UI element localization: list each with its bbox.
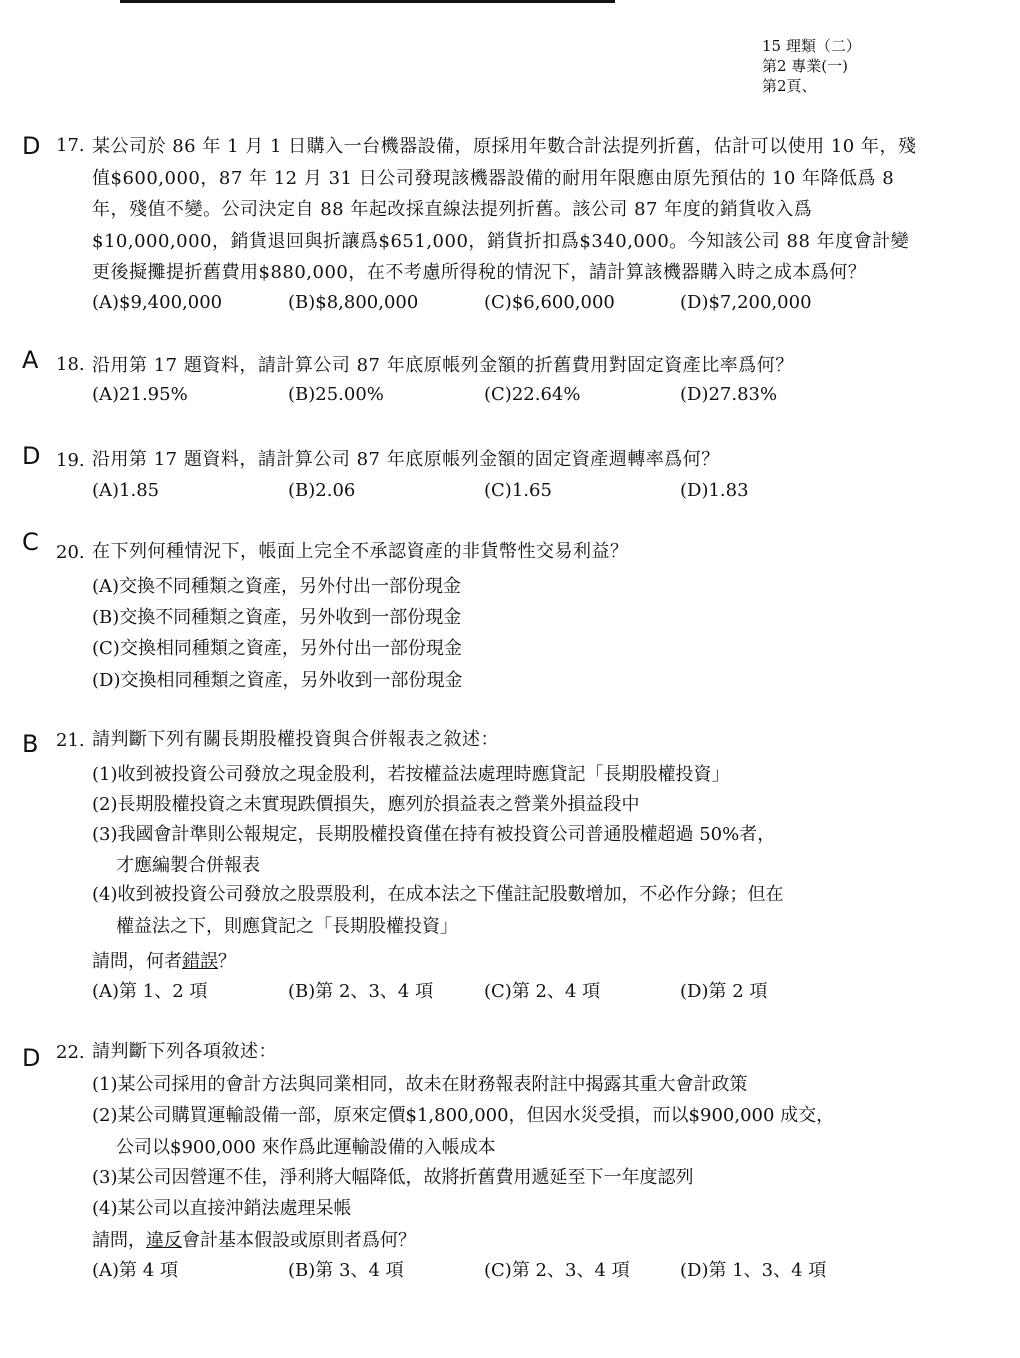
option-a: (A)$9,400,000 (92, 292, 223, 313)
question-number: 17. (56, 135, 85, 156)
statement-line: (3)我國會計準則公報規定，長期股權投資僅在持有被投資公司普通股權超過 50%者， (92, 824, 776, 845)
handwritten-answer: B (22, 730, 39, 758)
option-d: (D)27.83% (680, 384, 778, 405)
question-stem: 沿用第 17 題資料，請計算公司 87 年底原帳列金額的折舊費用對固定資產比率爲何？ (92, 355, 794, 376)
ask-suffix: 會計基本假設或原則者爲何？ (182, 1230, 416, 1251)
choice-line: (A)交換不同種類之資產，另外付出一部份現金 (92, 576, 462, 597)
handwritten-answer: A (22, 346, 39, 374)
ask-prefix: 請問，何者 (92, 951, 182, 972)
option-c: (C)第 2、4 項 (484, 981, 601, 1002)
page-header (762, 36, 912, 96)
option-a: (A)21.95% (92, 384, 188, 405)
option-c: (C)22.64% (484, 384, 581, 405)
option-b: (B)第 2、3、4 項 (288, 981, 434, 1002)
question-stem: 請判斷下列各項敘述： (92, 1041, 277, 1062)
ask-prefix: 請問， (92, 1230, 146, 1251)
option-d: (D)1.83 (680, 480, 749, 501)
choice-line: (D)交換相同種類之資產，另外收到一部份現金 (92, 670, 463, 691)
statement-line: 公司以$900,000 來作爲此運輸設備的入帳成本 (116, 1137, 496, 1158)
handwritten-answer: D (22, 442, 41, 470)
option-d: (D)$7,200,000 (680, 292, 812, 313)
option-b: (B)$8,800,000 (288, 292, 419, 313)
question-number: 19. (56, 450, 85, 471)
question-stem: 某公司於 86 年 1 月 1 日購入一台機器設備，原採用年數合計法提列折舊，估計可以使用 10 年，殘值$600,000，87 年 12 月 31 日公司發現該機器設備的耐用年限應由原先預估的 10 年降低爲 8 年，殘值不變。公司決定自 88 年起改採直線法提列折舊。該公司 87 年度的銷貨收入爲$10,000,000，銷貨退回與折讓爲$651,000，銷貨折扣爲$340,000。今知該公司 88 年度會計變更後擬攤提折舊費用$880,000，在不考慮所得稅的情況下，請計算該機器購入時之成本爲何？ (92, 136, 917, 283)
statement-line: (4)某公司以直接沖銷法處理呆帳 (92, 1198, 352, 1219)
option-c: (C)第 2、3、4 項 (484, 1260, 630, 1281)
ask-suffix: ？ (218, 951, 236, 972)
question-number: 18. (56, 354, 85, 375)
option-d: (D)第 1、3、4 項 (680, 1260, 827, 1281)
top-rule (120, 0, 615, 3)
question-ask (92, 1226, 416, 1252)
ask-emphasis: 違反 (146, 1230, 182, 1251)
question-stem: 請判斷下列有關長期股權投資與合併報表之敘述： (92, 729, 499, 750)
question-ask (92, 947, 236, 973)
question-number: 22. (56, 1042, 85, 1063)
option-c: (C)1.65 (484, 480, 552, 501)
header-line-2: 第2 專業(一) (762, 57, 849, 75)
choice-line: (B)交換不同種類之資產，另外收到一部份現金 (92, 607, 462, 628)
option-b: (B)25.00% (288, 384, 384, 405)
handwritten-answer: D (22, 132, 41, 160)
question-number: 21. (56, 730, 85, 751)
statement-line: 才應編製合併報表 (116, 855, 260, 876)
statement-line: (2)長期股權投資之未實現跌價損失，應列於損益表之營業外損益段中 (92, 794, 640, 815)
header-line-3: 第2頁、 (762, 77, 817, 95)
statement-line: (4)收到被投資公司發放之股票股利，在成本法之下僅註記股數增加，不必作分錄；但在 (92, 884, 784, 905)
option-a: (A)第 1、2 項 (92, 981, 208, 1002)
option-b: (B)2.06 (288, 480, 356, 501)
option-c: (C)$6,600,000 (484, 292, 615, 313)
statement-line: 權益法之下，則應貸記之「長期股權投資」 (116, 916, 458, 937)
statement-line: (2)某公司購買運輸設備一部，原來定價$1,800,000，但因水災受損，而以$900,000 成交， (92, 1105, 835, 1126)
option-d: (D)第 2 項 (680, 981, 768, 1002)
header-line-1: 15 理類（二） (762, 37, 861, 55)
option-a: (A)1.85 (92, 480, 160, 501)
handwritten-answer: D (22, 1044, 41, 1072)
option-a: (A)第 4 項 (92, 1260, 178, 1281)
handwritten-answer: C (22, 528, 39, 556)
question-stem: 沿用第 17 題資料，請計算公司 87 年底原帳列金額的固定資產週轉率爲何？ (92, 449, 720, 470)
statement-line: (1)收到被投資公司發放之現金股利，若按權益法處理時應貸記「長期股權投資」 (92, 764, 730, 785)
ask-emphasis: 錯誤 (182, 951, 218, 972)
question-number: 20. (56, 542, 85, 563)
statement-line: (1)某公司採用的會計方法與同業相同，故未在財務報表附註中揭露其重大會計政策 (92, 1074, 748, 1095)
choice-line: (C)交換相同種類之資產，另外付出一部份現金 (92, 638, 462, 659)
statement-line: (3)某公司因營運不佳，淨利將大幅降低，故將折舊費用遞延至下一年度認列 (92, 1167, 694, 1188)
option-b: (B)第 3、4 項 (288, 1260, 404, 1281)
question-stem: 在下列何種情況下，帳面上完全不承認資產的非貨幣性交易利益？ (92, 541, 629, 562)
